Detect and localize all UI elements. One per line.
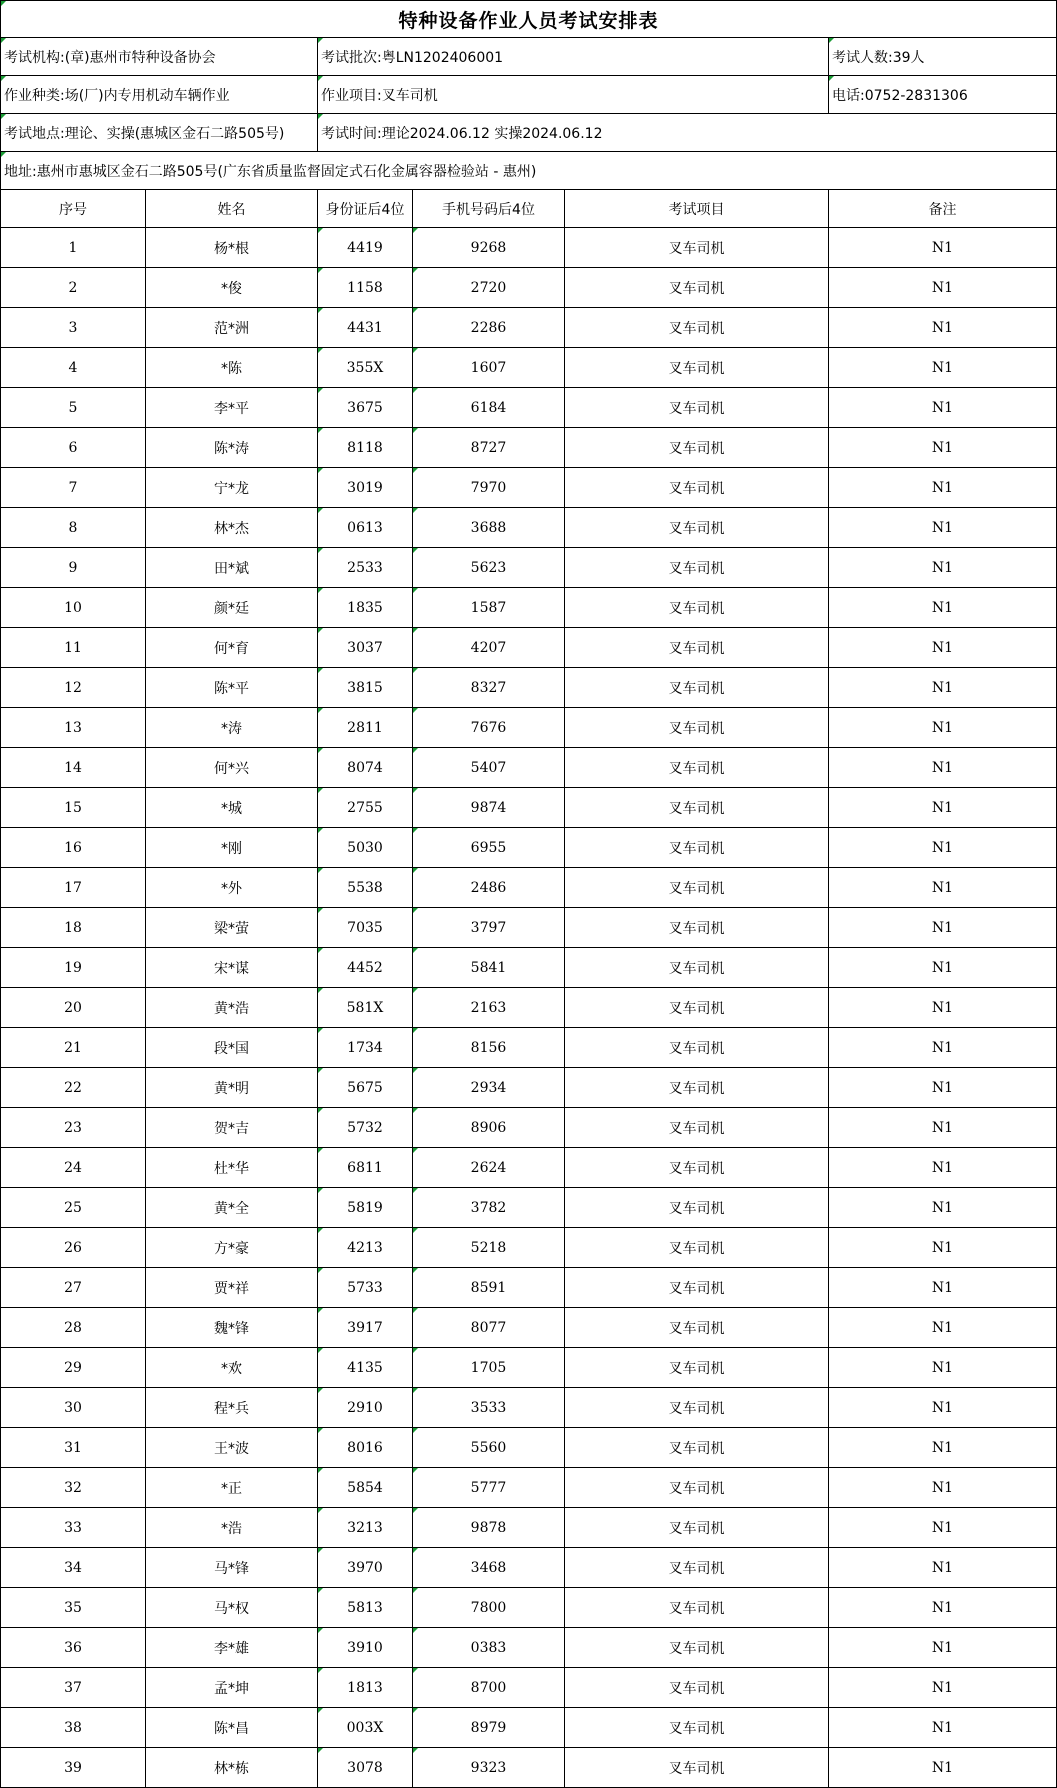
table-header-row — [1, 190, 1057, 228]
cell-exam-item: 叉车司机 — [565, 1388, 829, 1428]
cell-remark: N1 — [829, 228, 1057, 268]
table-row — [1, 1428, 1057, 1468]
header-name: 姓名 — [146, 190, 318, 228]
cell-remark: N1 — [829, 548, 1057, 588]
cell-phone-last4: 5777 — [413, 1468, 565, 1508]
cell-remark: N1 — [829, 628, 1057, 668]
cell-remark: N1 — [829, 1748, 1057, 1788]
table-row — [1, 948, 1057, 988]
cell-id-last4: 3675 — [318, 388, 413, 428]
cell-name: *涛 — [146, 708, 318, 748]
cell-name: 范*洲 — [146, 308, 318, 348]
cell-id-last4: 3037 — [318, 628, 413, 668]
cell-exam-item: 叉车司机 — [565, 1628, 829, 1668]
cell-exam-item: 叉车司机 — [565, 1468, 829, 1508]
cell-name: 陈*平 — [146, 668, 318, 708]
cell-remark: N1 — [829, 1628, 1057, 1668]
cell-id-last4: 2811 — [318, 708, 413, 748]
table-row — [1, 1628, 1057, 1668]
cell-remark: N1 — [829, 1468, 1057, 1508]
cell-phone-last4: 6184 — [413, 388, 565, 428]
cell-phone-last4: 9323 — [413, 1748, 565, 1788]
cell-name: 陈*昌 — [146, 1708, 318, 1748]
table-row — [1, 748, 1057, 788]
cell-id-last4: 1835 — [318, 588, 413, 628]
cell-name: 段*国 — [146, 1028, 318, 1068]
cell-index: 25 — [1, 1188, 146, 1228]
cell-remark: N1 — [829, 748, 1057, 788]
cell-id-last4: 5675 — [318, 1068, 413, 1108]
cell-remark: N1 — [829, 868, 1057, 908]
table-row — [1, 988, 1057, 1028]
cell-phone-last4: 5407 — [413, 748, 565, 788]
cell-exam-item: 叉车司机 — [565, 588, 829, 628]
cell-exam-item: 叉车司机 — [565, 1148, 829, 1188]
cell-index: 12 — [1, 668, 146, 708]
table-row — [1, 348, 1057, 388]
cell-name: 李*平 — [146, 388, 318, 428]
exam-address: 地址:惠州市惠城区金石二路505号(广东省质量监督固定式石化金属容器检验站 - 惠州) — [1, 152, 1057, 190]
cell-remark: N1 — [829, 588, 1057, 628]
cell-name: *俊 — [146, 268, 318, 308]
cell-remark: N1 — [829, 708, 1057, 748]
cell-name: 孟*坤 — [146, 1668, 318, 1708]
cell-index: 31 — [1, 1428, 146, 1468]
cell-index: 37 — [1, 1668, 146, 1708]
cell-name: 杨*根 — [146, 228, 318, 268]
cell-exam-item: 叉车司机 — [565, 1508, 829, 1548]
cell-id-last4: 8074 — [318, 748, 413, 788]
cell-name: 何*育 — [146, 628, 318, 668]
cell-id-last4: 2755 — [318, 788, 413, 828]
cell-id-last4: 0613 — [318, 508, 413, 548]
table-row — [1, 228, 1057, 268]
cell-index: 17 — [1, 868, 146, 908]
table-row — [1, 1228, 1057, 1268]
cell-name: 黄*明 — [146, 1068, 318, 1108]
cell-remark: N1 — [829, 1188, 1057, 1228]
cell-phone-last4: 8906 — [413, 1108, 565, 1148]
cell-remark: N1 — [829, 1508, 1057, 1548]
cell-remark: N1 — [829, 668, 1057, 708]
cell-remark: N1 — [829, 1108, 1057, 1148]
cell-index: 36 — [1, 1628, 146, 1668]
cell-phone-last4: 7970 — [413, 468, 565, 508]
cell-index: 29 — [1, 1348, 146, 1388]
cell-remark: N1 — [829, 988, 1057, 1028]
cell-index: 11 — [1, 628, 146, 668]
cell-remark: N1 — [829, 1148, 1057, 1188]
cell-phone-last4: 2163 — [413, 988, 565, 1028]
cell-index: 14 — [1, 748, 146, 788]
cell-phone-last4: 8327 — [413, 668, 565, 708]
header-remark: 备注 — [829, 190, 1057, 228]
cell-phone-last4: 9874 — [413, 788, 565, 828]
cell-phone-last4: 3782 — [413, 1188, 565, 1228]
cell-phone-last4: 5841 — [413, 948, 565, 988]
cell-name: 贺*吉 — [146, 1108, 318, 1148]
cell-exam-item: 叉车司机 — [565, 828, 829, 868]
cell-phone-last4: 3533 — [413, 1388, 565, 1428]
cell-name: 田*斌 — [146, 548, 318, 588]
cell-exam-item: 叉车司机 — [565, 228, 829, 268]
cell-phone-last4: 9268 — [413, 228, 565, 268]
cell-index: 33 — [1, 1508, 146, 1548]
cell-index: 13 — [1, 708, 146, 748]
table-row — [1, 1588, 1057, 1628]
exam-place: 考试地点:理论、实操(惠城区金石二路505号) — [1, 114, 318, 152]
cell-remark: N1 — [829, 1228, 1057, 1268]
cell-id-last4: 4431 — [318, 308, 413, 348]
cell-id-last4: 5733 — [318, 1268, 413, 1308]
cell-exam-item: 叉车司机 — [565, 348, 829, 388]
exam-batch: 考试批次:粤LN1202406001 — [318, 38, 829, 76]
cell-phone-last4: 1587 — [413, 588, 565, 628]
cell-id-last4: 4213 — [318, 1228, 413, 1268]
cell-remark: N1 — [829, 1708, 1057, 1748]
cell-name: 林*杰 — [146, 508, 318, 548]
cell-remark: N1 — [829, 1428, 1057, 1468]
cell-id-last4: 1734 — [318, 1028, 413, 1068]
cell-remark: N1 — [829, 1548, 1057, 1588]
cell-name: 王*波 — [146, 1428, 318, 1468]
cell-exam-item: 叉车司机 — [565, 948, 829, 988]
cell-remark: N1 — [829, 388, 1057, 428]
cell-name: *陈 — [146, 348, 318, 388]
table-row — [1, 1308, 1057, 1348]
cell-remark: N1 — [829, 348, 1057, 388]
cell-name: *外 — [146, 868, 318, 908]
cell-remark: N1 — [829, 308, 1057, 348]
work-project: 作业项目:叉车司机 — [318, 76, 829, 114]
cell-phone-last4: 5560 — [413, 1428, 565, 1468]
cell-phone-last4: 5218 — [413, 1228, 565, 1268]
table-row — [1, 1508, 1057, 1548]
cell-exam-item: 叉车司机 — [565, 988, 829, 1028]
cell-phone-last4: 0383 — [413, 1628, 565, 1668]
cell-index: 38 — [1, 1708, 146, 1748]
cell-name: 李*雄 — [146, 1628, 318, 1668]
cell-phone-last4: 8591 — [413, 1268, 565, 1308]
cell-remark: N1 — [829, 908, 1057, 948]
cell-exam-item: 叉车司机 — [565, 868, 829, 908]
cell-name: 黄*全 — [146, 1188, 318, 1228]
cell-remark: N1 — [829, 1308, 1057, 1348]
table-row — [1, 1748, 1057, 1788]
cell-index: 1 — [1, 228, 146, 268]
table-row — [1, 1668, 1057, 1708]
cell-exam-item: 叉车司机 — [565, 1708, 829, 1748]
cell-remark: N1 — [829, 828, 1057, 868]
cell-id-last4: 3970 — [318, 1548, 413, 1588]
cell-id-last4: 581X — [318, 988, 413, 1028]
cell-remark: N1 — [829, 268, 1057, 308]
cell-id-last4: 2910 — [318, 1388, 413, 1428]
cell-index: 22 — [1, 1068, 146, 1108]
cell-name: 陈*涛 — [146, 428, 318, 468]
cell-exam-item: 叉车司机 — [565, 1308, 829, 1348]
cell-phone-last4: 3688 — [413, 508, 565, 548]
cell-name: *浩 — [146, 1508, 318, 1548]
table-row — [1, 1468, 1057, 1508]
cell-index: 19 — [1, 948, 146, 988]
cell-remark: N1 — [829, 1268, 1057, 1308]
cell-name: 颜*廷 — [146, 588, 318, 628]
cell-exam-item: 叉车司机 — [565, 628, 829, 668]
cell-id-last4: 5732 — [318, 1108, 413, 1148]
table-row — [1, 1108, 1057, 1148]
table-row — [1, 588, 1057, 628]
cell-index: 20 — [1, 988, 146, 1028]
cell-phone-last4: 1705 — [413, 1348, 565, 1388]
cell-phone-last4: 9878 — [413, 1508, 565, 1548]
cell-index: 15 — [1, 788, 146, 828]
cell-id-last4: 3815 — [318, 668, 413, 708]
exam-count: 考试人数:39人 — [829, 38, 1057, 76]
cell-remark: N1 — [829, 1348, 1057, 1388]
cell-name: 林*栋 — [146, 1748, 318, 1788]
cell-exam-item: 叉车司机 — [565, 1348, 829, 1388]
cell-remark: N1 — [829, 1028, 1057, 1068]
cell-exam-item: 叉车司机 — [565, 268, 829, 308]
cell-phone-last4: 8077 — [413, 1308, 565, 1348]
cell-name: 马*锋 — [146, 1548, 318, 1588]
cell-index: 27 — [1, 1268, 146, 1308]
sheet-title: 特种设备作业人员考试安排表 — [1, 1, 1057, 38]
cell-id-last4: 5854 — [318, 1468, 413, 1508]
table-row — [1, 388, 1057, 428]
cell-exam-item: 叉车司机 — [565, 1668, 829, 1708]
cell-exam-item: 叉车司机 — [565, 508, 829, 548]
cell-id-last4: 3078 — [318, 1748, 413, 1788]
cell-id-last4: 4419 — [318, 228, 413, 268]
cell-id-last4: 355X — [318, 348, 413, 388]
cell-remark: N1 — [829, 1668, 1057, 1708]
cell-exam-item: 叉车司机 — [565, 1548, 829, 1588]
cell-name: *刚 — [146, 828, 318, 868]
cell-id-last4: 4135 — [318, 1348, 413, 1388]
cell-phone-last4: 7676 — [413, 708, 565, 748]
cell-phone-last4: 8727 — [413, 428, 565, 468]
cell-index: 8 — [1, 508, 146, 548]
cell-exam-item: 叉车司机 — [565, 1228, 829, 1268]
cell-index: 2 — [1, 268, 146, 308]
cell-index: 4 — [1, 348, 146, 388]
cell-id-last4: 2533 — [318, 548, 413, 588]
work-category: 作业种类:场(厂)内专用机动车辆作业 — [1, 76, 318, 114]
table-row — [1, 508, 1057, 548]
table-row — [1, 548, 1057, 588]
cell-index: 7 — [1, 468, 146, 508]
cell-exam-item: 叉车司机 — [565, 1748, 829, 1788]
cell-phone-last4: 8156 — [413, 1028, 565, 1068]
table-row — [1, 1068, 1057, 1108]
cell-phone-last4: 5623 — [413, 548, 565, 588]
table-row — [1, 708, 1057, 748]
cell-name: *正 — [146, 1468, 318, 1508]
cell-id-last4: 6811 — [318, 1148, 413, 1188]
cell-id-last4: 3917 — [318, 1308, 413, 1348]
cell-name: 方*豪 — [146, 1228, 318, 1268]
cell-exam-item: 叉车司机 — [565, 1068, 829, 1108]
exam-time: 考试时间:理论2024.06.12 实操2024.06.12 — [318, 114, 1057, 152]
cell-index: 23 — [1, 1108, 146, 1148]
cell-id-last4: 1158 — [318, 268, 413, 308]
cell-phone-last4: 2286 — [413, 308, 565, 348]
cell-id-last4: 5813 — [318, 1588, 413, 1628]
cell-name: 黄*浩 — [146, 988, 318, 1028]
cell-index: 35 — [1, 1588, 146, 1628]
cell-index: 9 — [1, 548, 146, 588]
cell-exam-item: 叉车司机 — [565, 1028, 829, 1068]
cell-phone-last4: 3797 — [413, 908, 565, 948]
cell-phone-last4: 8979 — [413, 1708, 565, 1748]
cell-name: 宁*龙 — [146, 468, 318, 508]
header-exam-item: 考试项目 — [565, 190, 829, 228]
cell-phone-last4: 2934 — [413, 1068, 565, 1108]
cell-exam-item: 叉车司机 — [565, 1588, 829, 1628]
cell-name: *城 — [146, 788, 318, 828]
cell-index: 3 — [1, 308, 146, 348]
table-row — [1, 828, 1057, 868]
exam-org: 考试机构:(章)惠州市特种设备协会 — [1, 38, 318, 76]
cell-remark: N1 — [829, 508, 1057, 548]
cell-index: 32 — [1, 1468, 146, 1508]
cell-id-last4: 5819 — [318, 1188, 413, 1228]
contact-phone: 电话:0752-2831306 — [829, 76, 1057, 114]
cell-id-last4: 3213 — [318, 1508, 413, 1548]
cell-exam-item: 叉车司机 — [565, 788, 829, 828]
cell-exam-item: 叉车司机 — [565, 1108, 829, 1148]
cell-exam-item: 叉车司机 — [565, 908, 829, 948]
cell-id-last4: 3019 — [318, 468, 413, 508]
cell-exam-item: 叉车司机 — [565, 708, 829, 748]
cell-index: 10 — [1, 588, 146, 628]
cell-phone-last4: 2486 — [413, 868, 565, 908]
cell-id-last4: 003X — [318, 1708, 413, 1748]
table-row — [1, 268, 1057, 308]
cell-exam-item: 叉车司机 — [565, 548, 829, 588]
table-row — [1, 308, 1057, 348]
cell-id-last4: 7035 — [318, 908, 413, 948]
cell-exam-item: 叉车司机 — [565, 1268, 829, 1308]
table-row — [1, 668, 1057, 708]
cell-name: 贾*祥 — [146, 1268, 318, 1308]
table-row — [1, 1268, 1057, 1308]
cell-phone-last4: 6955 — [413, 828, 565, 868]
cell-phone-last4: 1607 — [413, 348, 565, 388]
cell-index: 30 — [1, 1388, 146, 1428]
cell-name: *欢 — [146, 1348, 318, 1388]
table-row — [1, 1148, 1057, 1188]
cell-id-last4: 8016 — [318, 1428, 413, 1468]
table-row — [1, 428, 1057, 468]
cell-exam-item: 叉车司机 — [565, 1188, 829, 1228]
cell-exam-item: 叉车司机 — [565, 668, 829, 708]
cell-phone-last4: 2720 — [413, 268, 565, 308]
table-row — [1, 1188, 1057, 1228]
table-row — [1, 628, 1057, 668]
cell-id-last4: 8118 — [318, 428, 413, 468]
cell-exam-item: 叉车司机 — [565, 468, 829, 508]
cell-remark: N1 — [829, 468, 1057, 508]
cell-exam-item: 叉车司机 — [565, 308, 829, 348]
cell-id-last4: 3910 — [318, 1628, 413, 1668]
cell-phone-last4: 7800 — [413, 1588, 565, 1628]
header-id-last4: 身份证后4位 — [318, 190, 413, 228]
cell-phone-last4: 3468 — [413, 1548, 565, 1588]
table-row — [1, 1548, 1057, 1588]
table-row — [1, 868, 1057, 908]
cell-name: 梁*萤 — [146, 908, 318, 948]
cell-name: 魏*锋 — [146, 1308, 318, 1348]
cell-exam-item: 叉车司机 — [565, 1428, 829, 1468]
cell-index: 26 — [1, 1228, 146, 1268]
cell-exam-item: 叉车司机 — [565, 388, 829, 428]
cell-remark: N1 — [829, 788, 1057, 828]
cell-index: 24 — [1, 1148, 146, 1188]
cell-index: 39 — [1, 1748, 146, 1788]
cell-index: 6 — [1, 428, 146, 468]
header-index: 序号 — [1, 190, 146, 228]
cell-exam-item: 叉车司机 — [565, 748, 829, 788]
table-row — [1, 1708, 1057, 1748]
table-row — [1, 1348, 1057, 1388]
table-row — [1, 788, 1057, 828]
cell-index: 5 — [1, 388, 146, 428]
cell-id-last4: 5030 — [318, 828, 413, 868]
cell-phone-last4: 2624 — [413, 1148, 565, 1188]
cell-remark: N1 — [829, 1068, 1057, 1108]
table-row — [1, 1028, 1057, 1068]
cell-index: 21 — [1, 1028, 146, 1068]
cell-remark: N1 — [829, 948, 1057, 988]
cell-index: 16 — [1, 828, 146, 868]
cell-name: 杜*华 — [146, 1148, 318, 1188]
cell-remark: N1 — [829, 1588, 1057, 1628]
cell-name: 程*兵 — [146, 1388, 318, 1428]
cell-name: 马*权 — [146, 1588, 318, 1628]
table-row — [1, 468, 1057, 508]
cell-name: 何*兴 — [146, 748, 318, 788]
cell-remark: N1 — [829, 1388, 1057, 1428]
cell-phone-last4: 4207 — [413, 628, 565, 668]
cell-id-last4: 1813 — [318, 1668, 413, 1708]
cell-id-last4: 5538 — [318, 868, 413, 908]
cell-index: 18 — [1, 908, 146, 948]
cell-exam-item: 叉车司机 — [565, 428, 829, 468]
cell-index: 34 — [1, 1548, 146, 1588]
table-row — [1, 908, 1057, 948]
header-phone-last4: 手机号码后4位 — [413, 190, 565, 228]
cell-remark: N1 — [829, 428, 1057, 468]
cell-index: 28 — [1, 1308, 146, 1348]
table-row — [1, 1388, 1057, 1428]
cell-name: 宋*谋 — [146, 948, 318, 988]
cell-id-last4: 4452 — [318, 948, 413, 988]
cell-phone-last4: 8700 — [413, 1668, 565, 1708]
